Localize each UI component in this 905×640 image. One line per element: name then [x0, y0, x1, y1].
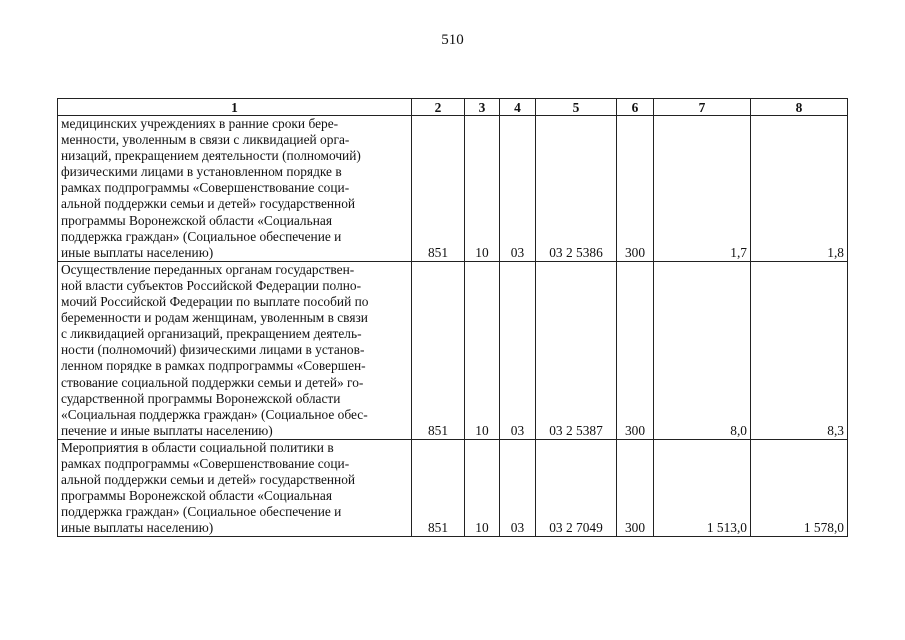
header-col-1: 1	[58, 99, 412, 116]
header-col-4: 4	[500, 99, 536, 116]
header-col-7: 7	[654, 99, 751, 116]
row-ministry-code: 851	[412, 116, 465, 262]
row-section-code: 10	[465, 116, 500, 262]
budget-table	[57, 98, 848, 537]
header-col-3: 3	[465, 99, 500, 116]
row-expense-type: 300	[617, 261, 654, 439]
page-number: 510	[441, 32, 464, 48]
header-col-8: 8	[751, 99, 848, 116]
row-amount-1: 1 513,0	[654, 439, 751, 537]
header-col-5: 5	[536, 99, 617, 116]
header-col-2: 2	[412, 99, 465, 116]
row-subsection-code: 03	[500, 116, 536, 262]
row-ministry-code: 851	[412, 261, 465, 439]
row-section-code: 10	[465, 439, 500, 537]
row-subsection-code: 03	[500, 439, 536, 537]
row-target-code: 03 2 5386	[536, 116, 617, 262]
header-row	[58, 99, 848, 116]
table-row	[58, 116, 848, 262]
row-amount-2: 1 578,0	[751, 439, 848, 537]
table-row	[58, 439, 848, 537]
row-description: Осуществление переданных органам государствен- ной власти субъектов Российской Федерации полно- мочий Российской Федерации по выплате пособий по беременности и родам женщинам, уволенным в связи с ликвидацией организаций, прекращением деятель- ности (полномочий) физическими лицами в установ- ленном порядке в рамках подпрограммы «Совершен- ствование социальной поддержки семьи и детей» го- сударственной программы Воронежской области «Социальная поддержка граждан» (Социальное обес- печение и иные выплаты населению)	[58, 261, 412, 439]
row-amount-1: 1,7	[654, 116, 751, 262]
row-amount-2: 8,3	[751, 261, 848, 439]
row-amount-1: 8,0	[654, 261, 751, 439]
row-target-code: 03 2 5387	[536, 261, 617, 439]
row-amount-2: 1,8	[751, 116, 848, 262]
row-subsection-code: 03	[500, 261, 536, 439]
table-row	[58, 261, 848, 439]
row-expense-type: 300	[617, 116, 654, 262]
row-target-code: 03 2 7049	[536, 439, 617, 537]
row-ministry-code: 851	[412, 439, 465, 537]
header-col-6: 6	[617, 99, 654, 116]
row-expense-type: 300	[617, 439, 654, 537]
row-section-code: 10	[465, 261, 500, 439]
row-description: медицинских учреждениях в ранние сроки бере- менности, уволенным в связи с ликвидацией орга- низаций, прекращением деятельности (полномочий) физическими лицами в установленном порядке в рамках подпрограммы «Совершенствование соци- альной поддержки семьи и детей» государственной программы Воронежской области «Социальная поддержка граждан» (Социальное обеспечение и иные выплаты населению)	[58, 116, 412, 262]
row-description: Мероприятия в области социальной политики в рамках подпрограммы «Совершенствование соци- альной поддержки семьи и детей» государственной программы Воронежской области «Социальная поддержка граждан» (Социальное обеспечение и иные выплаты населению)	[58, 439, 412, 537]
